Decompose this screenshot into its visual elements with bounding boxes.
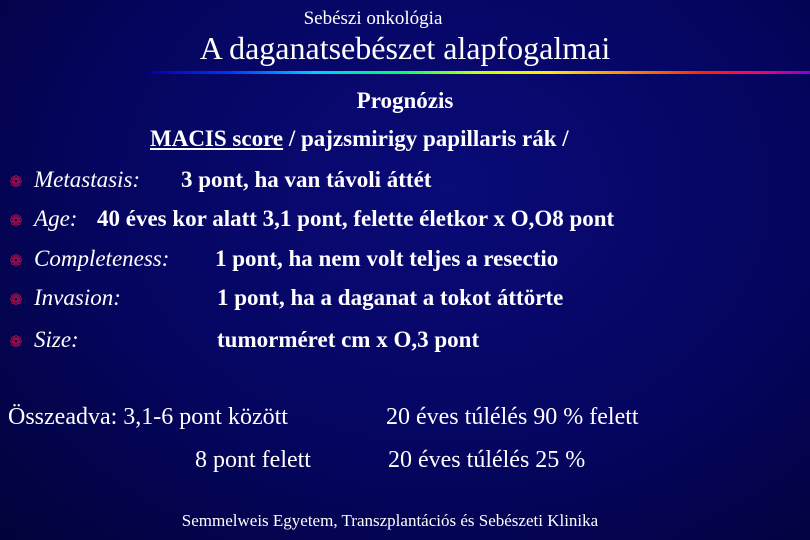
slide-title: A daganatsebészet alapfogalmai — [199, 30, 611, 66]
rainbow-divider — [150, 71, 810, 74]
item-label: Metastasis: — [34, 167, 141, 192]
macis-description: / pajzsmirigy papillaris rák / — [283, 126, 569, 151]
flower-bullet-icon: ❁ — [9, 253, 23, 270]
flower-bullet-icon: ❁ — [9, 174, 23, 191]
item-label: Age: — [34, 206, 78, 231]
flower-bullet-icon: ❁ — [9, 213, 23, 230]
slide-subtitle: Sebészi onkológia — [303, 8, 443, 29]
flower-bullet-icon: ❁ — [9, 334, 23, 351]
summary-over-threshold: 8 pont felett — [195, 447, 311, 473]
section-heading: Prognózis — [356, 88, 454, 113]
flower-bullet-icon: ❁ — [9, 292, 23, 309]
item-value: 40 éves kor alatt 3,1 pont, felette életkor x O,O8 pont — [97, 206, 615, 231]
macis-label: MACIS score — [150, 126, 284, 151]
item-label: Invasion: — [34, 285, 121, 310]
item-label: Completeness: — [34, 246, 170, 271]
slide-footer: Semmelweis Egyetem, Transzplantációs és Sebészeti Klinika — [181, 511, 599, 530]
item-value: 3 pont, ha van távoli áttét — [181, 167, 432, 192]
summary-survival-low: 20 éves túlélés 25 % — [388, 447, 586, 473]
summary-survival-high: 20 éves túlélés 90 % felett — [386, 404, 639, 430]
item-label: Size: — [34, 327, 79, 352]
summary-sum-range: Összeadva: 3,1-6 pont között — [8, 404, 288, 430]
item-value: 1 pont, ha nem volt teljes a resectio — [215, 246, 559, 271]
item-value: 1 pont, ha a daganat a tokot áttörte — [217, 285, 564, 310]
macis-line — [150, 126, 569, 152]
item-value: tumorméret cm x O,3 pont — [217, 327, 480, 352]
